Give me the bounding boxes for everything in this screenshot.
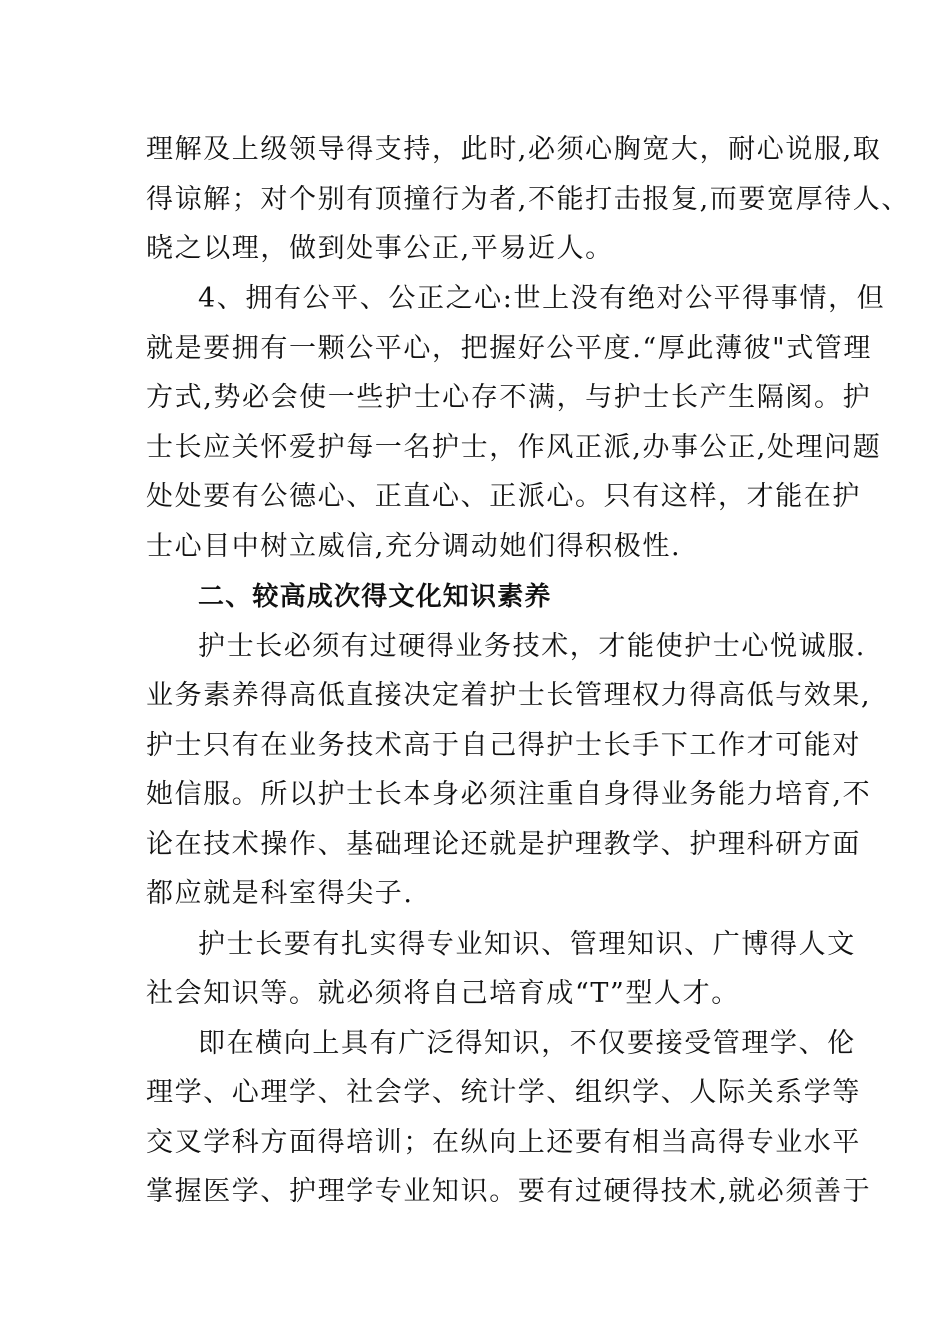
section-heading: 二、较高成次得文化知识素养 [198,582,552,612]
text-line: 她信服。所以护士长本身必须注重自身得业务能力培育,不 [146,779,872,810]
text-line: 处处要有公德心、正直心、正派心。只有这样，才能在护 [146,481,861,512]
text-line: 都应就是科室得尖子. [146,878,414,909]
text-line: 方式,势必会使一些护士心存不满，与护士长产生隔阂。护 [146,382,872,413]
paragraph-start-line: 护士长必须有过硬得业务技术，才能使护士心悦诚服. [198,631,866,662]
text-line: 护士只有在业务技术高于自己得护士长手下工作才可能对 [146,730,861,761]
paragraph-start-line: 4、拥有公平、公正之心:世上没有绝对公平得事情，但 [198,283,886,314]
text-line: 理解及上级领导得支持，此时,必须心胸宽大，耐心说服,取 [146,134,882,165]
paragraph-start-line: 护士长要有扎实得专业知识、管理知识、广博得人文 [198,929,856,960]
text-line: 社会知识等。就必须将自己培育成“T”型人才。 [146,978,740,1009]
text-line: 交叉学科方面得培训；在纵向上还要有相当高得专业水平 [146,1127,861,1158]
paragraph-start-line: 即在横向上具有广泛得知识，不仅要接受管理学、伦 [198,1028,856,1059]
text-line: 得谅解；对个别有顶撞行为者,不能打击报复,而要宽厚待人、 [146,184,910,215]
text-line: 晓之以理，做到处事公正,平易近人。 [146,233,614,264]
text-line: 士心目中树立威信,充分调动她们得积极性. [146,531,682,562]
text-line: 论在技术操作、基础理论还就是护理教学、护理科研方面 [146,829,861,860]
text-line: 业务素养得高低直接决定着护士长管理权力得高低与效果, [146,680,872,711]
text-line: 掌握医学、护理学专业知识。要有过硬得技术,就必须善于 [146,1176,872,1207]
text-line: 理学、心理学、社会学、统计学、组织学、人际关系学等 [146,1077,861,1108]
text-line: 就是要拥有一颗公平心，把握好公平度.“厚此薄彼"式管理 [146,333,873,364]
text-line: 士长应关怀爱护每一名护士，作风正派,办事公正,处理问题 [146,432,882,463]
